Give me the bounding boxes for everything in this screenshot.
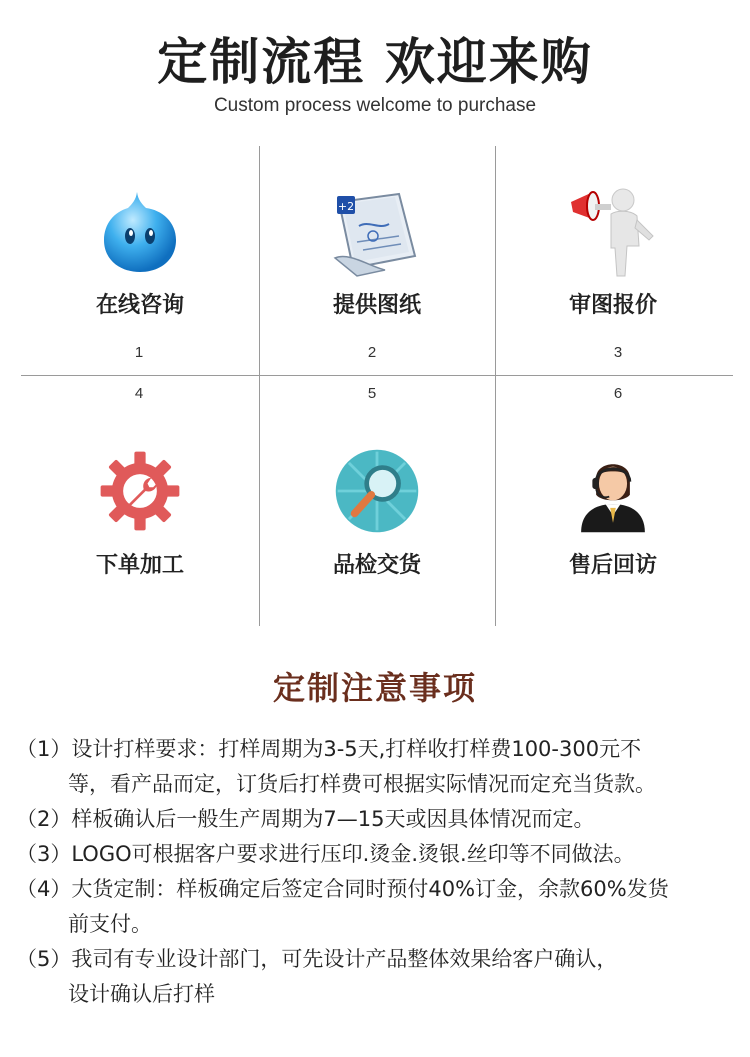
list-item	[16, 942, 746, 1012]
step-number: 6	[613, 385, 623, 402]
step-provide-drawing	[259, 186, 495, 319]
note-line-continued: 设计确认后打样	[68, 982, 215, 1006]
svg-text:+2: +2	[337, 200, 355, 213]
step-number: 4	[134, 385, 144, 402]
step-label: 下单加工	[95, 553, 184, 578]
step-online-consult	[22, 186, 258, 319]
customer-service-icon	[565, 446, 661, 542]
note-line: （4）大货定制：样板确定后签定合同时预付40%订金，余款60%发货	[16, 877, 669, 901]
step-inspection-delivery	[259, 446, 495, 579]
note-line-continued: 前支付。	[68, 912, 152, 936]
page-subtitle: Custom process welcome to purchase	[213, 95, 537, 116]
list-item	[16, 732, 746, 802]
step-number: 3	[613, 344, 623, 361]
grid-divider-horizontal	[21, 375, 733, 376]
note-line: （2）样板确认后一般生产周期为7—15天或因具体情况而定。	[16, 807, 595, 831]
step-review-quote	[495, 186, 731, 319]
notes-title: 定制注意事项	[272, 669, 477, 707]
page-title: 定制流程 欢迎来购	[157, 33, 593, 91]
step-label: 在线咨询	[95, 293, 184, 318]
list-item	[16, 837, 746, 872]
blueprint-icon	[329, 186, 425, 282]
chat-bubble-icon	[92, 186, 188, 282]
note-line: （1）设计打样要求：打样周期为3-5天,打样收打样费100-300元不	[16, 737, 642, 761]
step-number: 1	[134, 344, 144, 361]
step-after-sales	[495, 446, 731, 579]
step-label: 审图报价	[568, 293, 657, 318]
note-line: （3）LOGO可根据客户要求进行压印.烫金.烫银.丝印等不同做法。	[16, 842, 635, 866]
note-line-continued: 等，看产品而定，订货后打样费可根据实际情况而定充当货款。	[68, 772, 656, 796]
step-label: 提供图纸	[332, 293, 421, 318]
note-line: （5）我司有专业设计部门，可先设计产品整体效果给客户确认，	[16, 947, 618, 971]
megaphone-person-icon	[565, 186, 661, 282]
step-number: 2	[367, 344, 377, 361]
magnifier-icon	[329, 446, 425, 542]
step-label: 售后回访	[568, 553, 657, 578]
step-number: 5	[367, 385, 377, 402]
list-item	[16, 802, 746, 837]
gear-wrench-icon	[92, 446, 188, 542]
notes-list	[16, 732, 746, 1012]
step-order-processing	[22, 446, 258, 579]
step-label: 品检交货	[332, 553, 421, 578]
list-item	[16, 872, 746, 942]
